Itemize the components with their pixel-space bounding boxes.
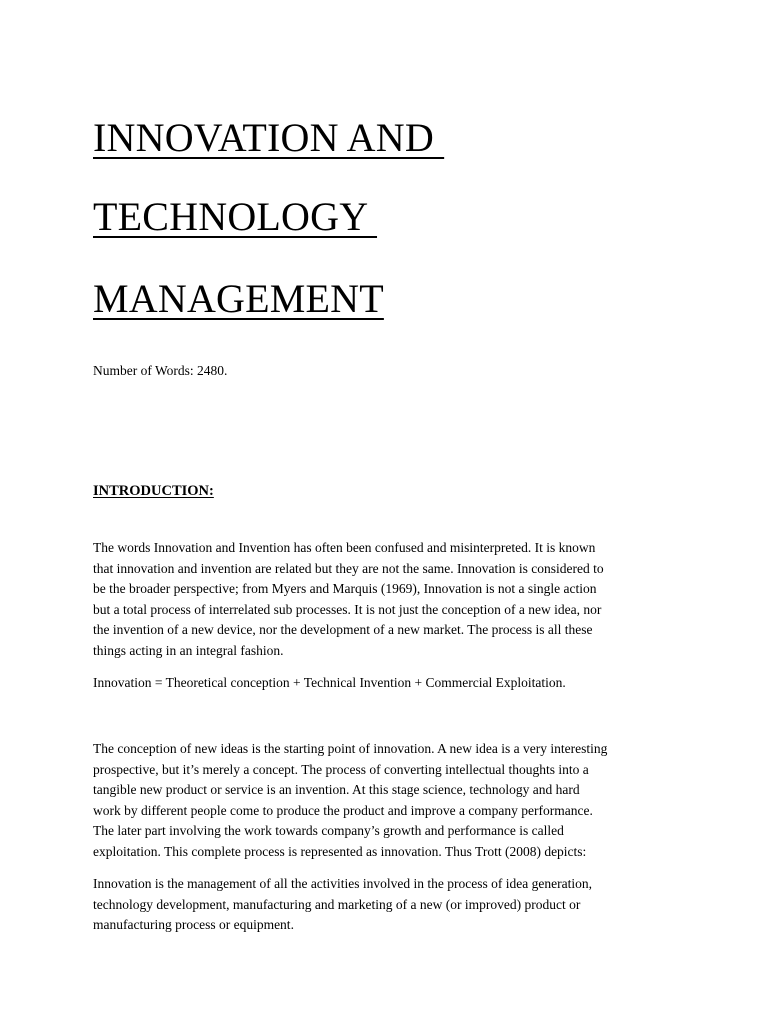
paragraph-line: manufacturing process or equipment.: [93, 917, 294, 933]
paragraph-line: things acting in an integral fashion.: [93, 642, 284, 658]
word-count: Number of Words: 2480.: [93, 363, 228, 378]
title-line-2: TECHNOLOGY: [93, 194, 378, 239]
paragraph-1: [93, 538, 683, 662]
title-line-3: MANAGEMENT: [93, 276, 384, 321]
section-heading-introduction: INTRODUCTION:: [93, 483, 214, 499]
paragraph-line: Innovation is the management of all the activities involved in the process of idea generation,: [93, 876, 592, 891]
paragraph-line: the invention of a new device, nor the development of a new market. The process is all these: [93, 622, 593, 638]
paragraph-line: The words Innovation and Invention has often been confused and misinterpreted. It is known: [93, 540, 596, 555]
paragraph-line: The conception of new ideas is the starting point of innovation. A new idea is a very interesting: [93, 741, 608, 756]
paragraph-4-quote: [93, 874, 683, 936]
paragraph-line: be the broader perspective; from Myers and Marquis (1969), Innovation is not a single action: [93, 581, 597, 597]
paragraph-line: prospective, but it’s merely a concept. The process of converting intellectual thoughts into a: [93, 761, 589, 777]
paragraph-line: Innovation = Theoretical conception + Technical Invention + Commercial Exploitation.: [93, 675, 566, 690]
paragraph-line: but a total process of interrelated sub processes. It is not just the conception of a new idea, nor: [93, 601, 602, 617]
paragraph-2-equation: [93, 673, 683, 694]
paragraph-line: exploitation. This complete process is represented as innovation. Thus Trott (2008) depicts:: [93, 843, 587, 859]
paragraph-line: tangible new product or service is an invention. At this stage science, technology and hard: [93, 782, 580, 798]
paragraph-line: The later part involving the work towards company’s growth and performance is called: [93, 823, 564, 839]
paragraph-line: work by different people come to produce the product and improve a company performance.: [93, 802, 593, 818]
paragraph-line: technology development, manufacturing and marketing of a new (or improved) product or: [93, 896, 581, 912]
paragraph-3: [93, 739, 683, 863]
title-line-1: INNOVATION AND: [93, 115, 445, 160]
paragraph-line: that innovation and invention are related but they are not the same. Innovation is considered to: [93, 560, 604, 576]
